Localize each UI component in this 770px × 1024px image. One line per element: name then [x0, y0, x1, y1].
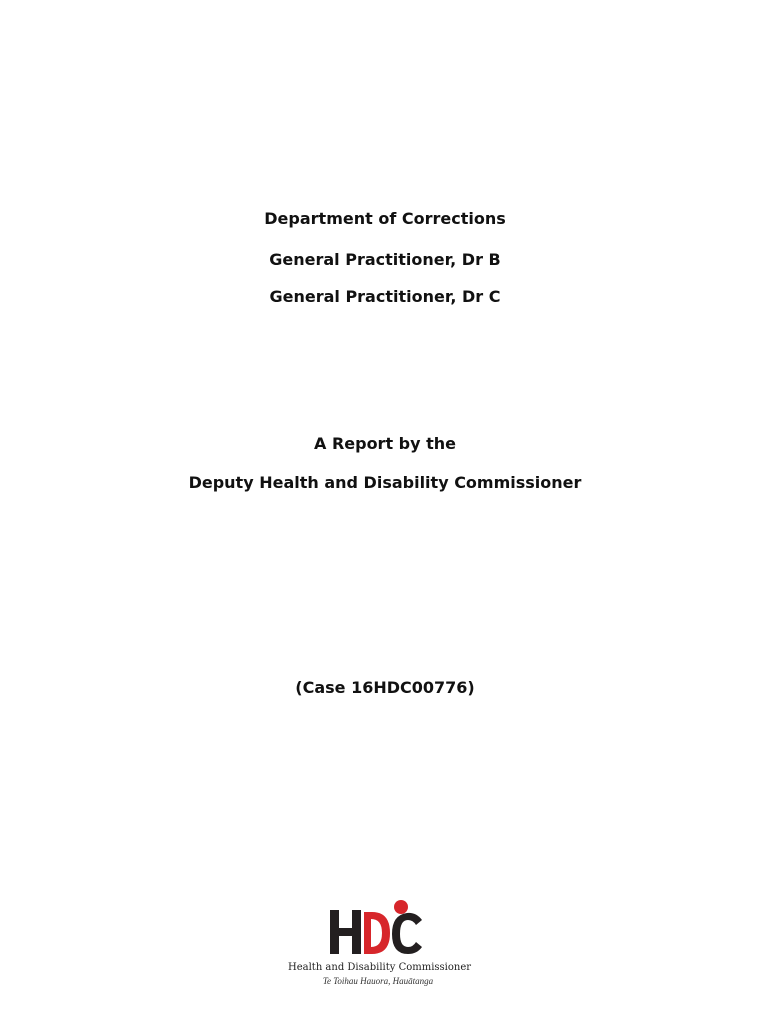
- case-number: (Case 16HDC00776): [295, 678, 475, 697]
- party-department: Department of Corrections: [264, 209, 506, 228]
- logo-tagline: Te Toihau Hauora, Hauātanga: [322, 976, 434, 986]
- hdc-logo: [288, 898, 472, 998]
- party-dr-b: General Practitioner, Dr B: [269, 250, 501, 269]
- report-by-line: A Report by the: [313, 434, 457, 453]
- logo-name: Health and Disability Commissioner: [288, 962, 472, 973]
- hdc-logo-mark: [328, 898, 428, 958]
- party-dr-c: General Practitioner, Dr C: [269, 287, 501, 306]
- commissioner-line: Deputy Health and Disability Commissioner: [188, 473, 582, 492]
